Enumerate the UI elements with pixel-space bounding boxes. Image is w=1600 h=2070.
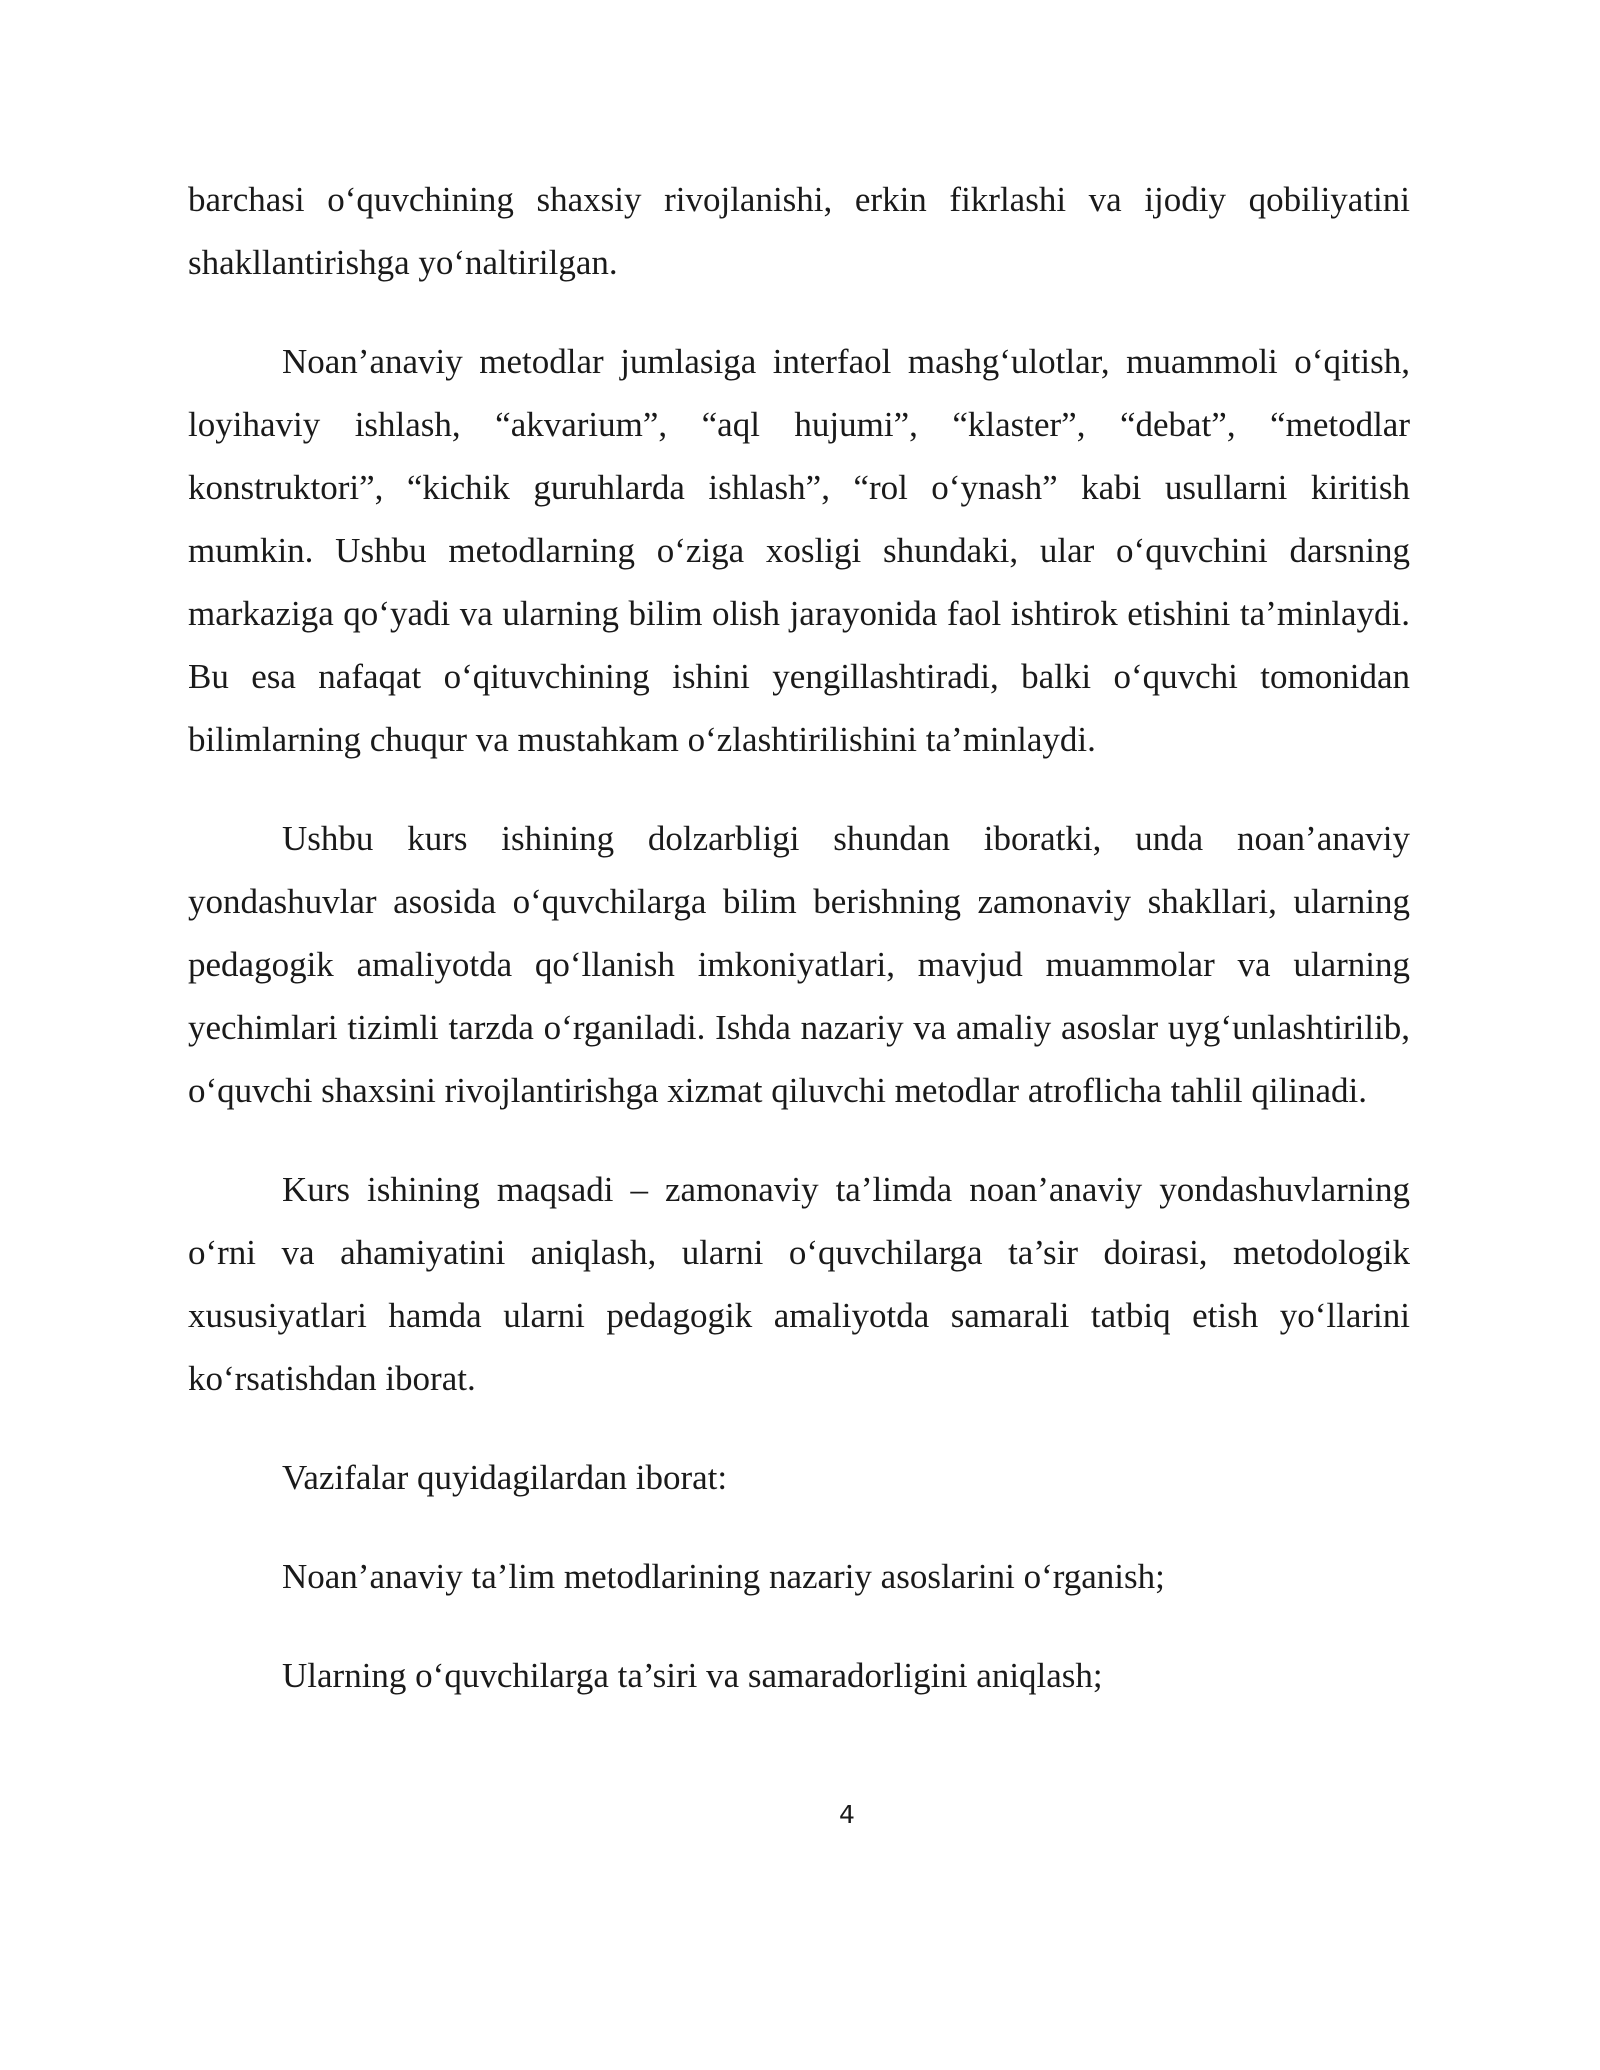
- page-number: 4: [839, 1800, 855, 1829]
- paragraph-goal: Kurs ishining maqsadi – zamonaviy ta’limda noan’anaviy yondashuvlarning o‘rni va ahamiyatini aniqlash, ularni o‘quvchilarga ta’sir doirasi, metodologik xususiyatlari hamda ularni pedagogik amaliyotda samarali tatbiq etish yo‘llarini ko‘rsatishdan iborat.: [188, 1170, 1410, 1398]
- paragraph-methods: Noan’anaviy metodlar jumlasiga interfaol mashg‘ulotlar, muammoli o‘qitish, loyihaviy ishlash, “akvarium”, “aql hujumi”, “klaster”, “debat”, “metodlar konstruktori”, “kichik guruhlarda ishlash”, “rol o‘ynash” kabi usullarni kiritish mumkin. Ushbu metodlarning o‘ziga xosligi shundaki, ular o‘quvchini darsning markaziga qo‘yadi va ularning bilim olish jarayonida faol ishtirok etishini ta’minlaydi. Bu esa nafaqat o‘qituvchining ishini yengillashtiradi, balki o‘quvchi tomonidan bilimlarning chuqur va mustahkam o‘zlashtirilishini ta’minlaydi.: [188, 342, 1410, 759]
- paragraph-continuation: barchasi o‘quvchining shaxsiy rivojlanishi, erkin fikrlashi va ijodiy qobiliyatini shakllantirishga yo‘naltirilgan.: [188, 180, 1410, 282]
- task-item-1: Noan’anaviy ta’lim metodlarining nazariy asoslarini o‘rganish;: [282, 1557, 1165, 1596]
- paragraph-tasks-heading: Vazifalar quyidagilardan iborat:: [282, 1458, 728, 1497]
- task-item-2: Ularning o‘quvchilarga ta’siri va samaradorligini aniqlash;: [282, 1656, 1103, 1695]
- paragraph-relevance: Ushbu kurs ishining dolzarbligi shundan iboratki, unda noan’anaviy yondashuvlar asosida o‘quvchilarga bilim berishning zamonaviy shakllari, ularning pedagogik amaliyotda qo‘llanish imkoniyatlari, mavjud muammolar va ularning yechimlari tizimli tarzda o‘rganiladi. Ishda nazariy va amaliy asoslar uyg‘unlashtirilib, o‘quvchi shaxsini rivojlantirishga xizmat qiluvchi metodlar atroflicha tahlil qilinadi.: [188, 819, 1410, 1110]
- body-text: [188, 168, 1410, 1743]
